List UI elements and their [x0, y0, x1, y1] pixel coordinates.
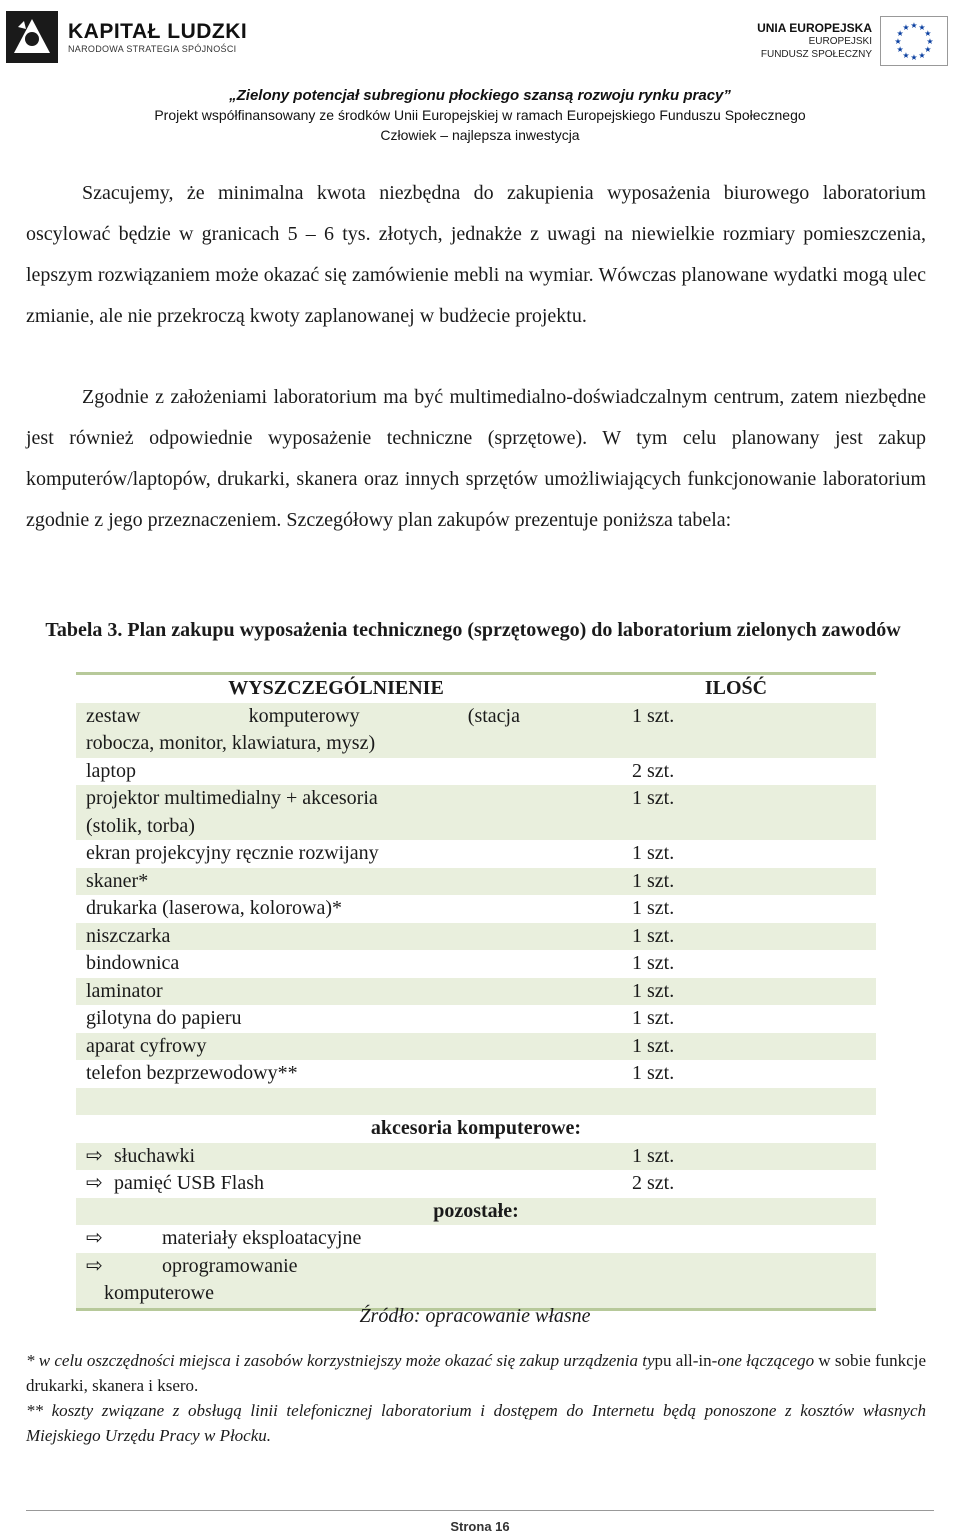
- footnote-1-d: w sobie funkcje drukarki, skanera i ksero.: [26, 1351, 926, 1395]
- eu-logo-line1: UNIA EUROPEJSKA: [757, 20, 872, 35]
- row-qty: 1 szt.: [632, 842, 675, 864]
- eu-star-icon: ★: [910, 21, 918, 30]
- page-header: [0, 0, 960, 160]
- row-qty: 2 szt.: [632, 1172, 675, 1194]
- table-row: [76, 785, 876, 813]
- row-qty: 1 szt.: [632, 897, 675, 919]
- row-qty: 1 szt.: [632, 1062, 675, 1084]
- table-row: [76, 1060, 876, 1088]
- accessories-heading: akcesoria komputerowe:: [370, 1117, 582, 1139]
- table-row: [76, 1005, 876, 1033]
- eu-logo-line2: EUROPEJSKI: [808, 35, 872, 47]
- table-row: [76, 730, 876, 758]
- row-qty: [596, 730, 876, 758]
- row-item: skaner*: [86, 869, 149, 892]
- table-row: [76, 1253, 876, 1281]
- row-item: gilotyna do papieru: [86, 1007, 242, 1029]
- table-row-heading: [76, 1115, 876, 1143]
- table-row: [76, 923, 876, 951]
- kapital-ludzki-sign-icon: [4, 9, 60, 65]
- row-item: (stolik, torba): [86, 814, 195, 837]
- eu-logo-line3: FUNDUSZ SPOŁECZNY: [760, 48, 872, 60]
- row-item: bindownica: [86, 952, 180, 974]
- table-row: [76, 895, 876, 923]
- other-heading: pozostałe:: [433, 1199, 519, 1222]
- eu-star-icon: ★: [924, 45, 932, 54]
- paragraph-2: Zgodnie z założeniami laboratorium ma być multimedialno-doświadczalnym centrum, zatem niezbędne jest również odpowiednie wyposażenie techniczne (sprzętowe). W tym celu planowany jest zakup komputerów/laptopów, drukarki, skanera oraz innych sprzętów umożliwiających funkcjonowanie laboratorium zgodnie z jego przeznaczeniem. Szczegółowy plan zakupów prezentuje poniższa tabela:: [26, 386, 926, 531]
- row-qty: 1 szt.: [632, 1007, 675, 1029]
- eu-star-icon: ★: [918, 23, 926, 33]
- arrow-right-icon: ⇨: [86, 1254, 103, 1277]
- footnote-2-a: ** koszty związane z obsługą linii telefonicznej laboratorium i dostępem do Internetu będą ponoszone z kosztów własnych: [26, 1401, 926, 1420]
- project-title: „Zielony potencjał subregionu płockiego szansą rozwoju rynku pracy”: [229, 87, 731, 104]
- logo-subtitle: NARODOWA STRATEGIA SPÓJNOŚCI: [68, 44, 237, 54]
- row-item: aparat cyfrowy: [86, 1034, 207, 1057]
- row-qty: 1 szt.: [632, 704, 675, 727]
- row-item: projektor multimedialny + akcesoria: [86, 787, 378, 809]
- footnote-1: [26, 1348, 926, 1398]
- table-row: [76, 1170, 876, 1198]
- row-item: robocza, monitor, klawiatura, mysz): [86, 732, 376, 754]
- row-item: laminator: [86, 979, 163, 1002]
- footnote-1-b: pu all-in-: [654, 1351, 718, 1370]
- row-item: drukarka (laserowa, kolorowa)*: [86, 897, 343, 919]
- table-row: [76, 840, 876, 868]
- eu-star-icon: ★: [896, 45, 904, 54]
- row-qty: 2 szt.: [632, 759, 675, 782]
- eu-star-icon: ★: [902, 50, 910, 60]
- col-header-qty: ILOŚĆ: [704, 677, 768, 699]
- row-item: niszczarka: [86, 924, 171, 947]
- table-row: [76, 978, 876, 1006]
- row-item: oprogramowanie: [162, 1254, 298, 1277]
- row-item: telefon bezprzewodowy**: [86, 1062, 298, 1084]
- arrow-right-icon: ⇨: [86, 1172, 103, 1194]
- eu-star-icon: ★: [924, 29, 932, 38]
- table-row: [76, 950, 876, 978]
- project-info: [0, 86, 960, 145]
- table-row: [76, 868, 876, 896]
- equipment-table: [76, 672, 876, 1311]
- eu-star-icon: ★: [894, 37, 902, 46]
- table-row: [76, 1033, 876, 1061]
- table-row: [76, 1143, 876, 1171]
- row-item: laptop: [86, 759, 136, 782]
- row-qty: 1 szt.: [632, 1144, 675, 1167]
- table-header-row: [76, 675, 876, 703]
- row-qty: 1 szt.: [632, 869, 675, 892]
- table-row: [76, 703, 876, 731]
- row-item: komputerowe: [104, 1282, 214, 1304]
- page-number: Strona 16: [450, 1519, 510, 1534]
- row-item: ekran projekcyjny ręcznie rozwijany: [86, 842, 379, 864]
- arrow-right-icon: ⇨: [86, 1144, 103, 1167]
- col-header-item: WYSZCZEGÓLNIENIE: [228, 677, 444, 699]
- eu-star-icon: ★: [902, 23, 910, 33]
- project-cofinance: Projekt współfinansowany ze środków Unii Europejskiej w ramach Europejskiego Funduszu Społecznego: [154, 107, 806, 123]
- row-qty: 1 szt.: [632, 787, 675, 809]
- row-qty: 1 szt.: [632, 952, 675, 974]
- table-caption-label: Tabela 3.: [45, 619, 123, 641]
- row-item: słuchawki: [114, 1144, 196, 1167]
- row-qty: 1 szt.: [632, 924, 675, 947]
- row-qty: [596, 813, 876, 841]
- paragraph-1: Szacujemy, że minimalna kwota niezbędna do zakupienia wyposażenia biurowego laboratorium oscylować będzie w granicach 5 – 6 tys. złotych, jednakże z uwagi na niewielkie rozmiary pomieszczenia, lepszym rozwiązaniem może okazać się zamówienie mebli na wymiar. Wówczas planowane wydatki mogą ulec zmianie, ale nie przekroczą kwoty zaplanowanej w budżecie projektu.: [26, 182, 926, 327]
- row-item: zestaw komputerowy (stacja: [86, 704, 520, 727]
- footnote-2-b: Miejskiego Urzędu Pracy w Płocku.: [26, 1426, 272, 1445]
- table-row-heading: [76, 1198, 876, 1226]
- logo-title: KAPITAŁ LUDZKI: [68, 20, 248, 43]
- table-row: [76, 813, 876, 841]
- footnote-1-c: one łączącego: [717, 1351, 815, 1370]
- table-row: [76, 1225, 876, 1253]
- eu-flag-icon: [880, 16, 948, 66]
- table-row: [76, 1280, 876, 1308]
- table-caption-text: Plan zakupu wyposażenia technicznego (sprzętowego) do laboratorium zielonych zawodów: [127, 619, 901, 641]
- eu-logo: [757, 16, 948, 66]
- row-item: pamięć USB Flash: [114, 1172, 264, 1194]
- footnote-2: [26, 1398, 926, 1448]
- eu-star-icon: ★: [926, 37, 934, 46]
- table-row-empty: [76, 1088, 876, 1116]
- eu-star-icon: ★: [896, 29, 904, 38]
- table-caption: [0, 616, 960, 644]
- footer-divider: [26, 1510, 934, 1511]
- table-source: Źródło: opracowanie własne: [359, 1305, 591, 1327]
- kapital-ludzki-logo: [4, 6, 264, 68]
- footnote-1-a: * w celu oszczędności miejsca i zasobów korzystniejszy może okazać się zakup urządzenia ty: [26, 1351, 655, 1370]
- row-qty: 1 szt.: [632, 979, 675, 1002]
- arrow-right-icon: ⇨: [86, 1227, 103, 1249]
- row-item: materiały eksploatacyjne: [162, 1227, 362, 1249]
- project-motto: Człowiek – najlepsza inwestycja: [380, 127, 580, 143]
- table-row: [76, 758, 876, 786]
- row-qty: 1 szt.: [632, 1034, 675, 1057]
- eu-star-icon: ★: [910, 53, 918, 62]
- eu-star-icon: ★: [918, 50, 926, 60]
